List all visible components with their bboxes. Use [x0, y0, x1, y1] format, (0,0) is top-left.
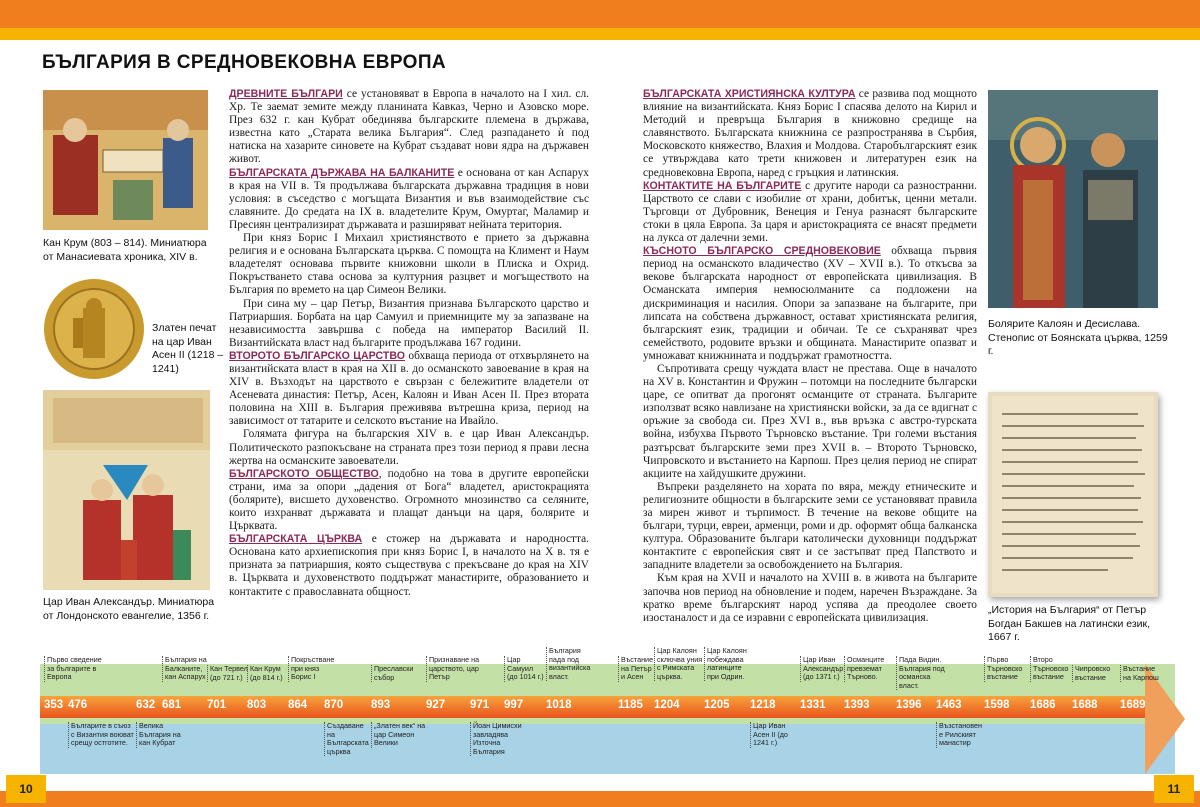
timeline-event: Създаване на Българската църква — [324, 722, 371, 756]
timeline-event: Първо Търновско въстание — [984, 656, 1025, 682]
text-column-left — [229, 88, 589, 599]
paragraph: БЪЛГАРСКОТО ОБЩЕСТВО, подобно на това в другите европейски страни, има за опори „дадения от Бога“ владетел, аристокрацията (болярите), висшето духовенство. Огромното мнозинство са селяните, които изхранват държавата и плащат данъци на царя, болярите и Църквата. — [229, 467, 589, 533]
year-label: 864 — [288, 699, 308, 711]
year-label: 1204 — [654, 699, 680, 711]
section-heading: ДРЕВНИТЕ БЪЛГАРИ — [229, 88, 343, 100]
paragraph: БЪЛГАРСКАТА ДЪРЖАВА НА БАЛКАНИТЕ е основана от кан Аспарух в края на VII в. Тя продължава българската държавна традиция в нови условия: в съседство с могъщата Византия и във взаимодействие със славяните. До средата на IX в. владетелите Крум, Омуртаг, Маламир и Пресиян централизират държавата и разширяват нейната територия. — [229, 166, 589, 231]
boyars-fresco-image — [988, 90, 1158, 308]
timeline-event: Цар Калоян побеждава латинците при Одрин. — [704, 647, 751, 681]
paragraph: Съпротивата срещу чуждата власт не престава. Още в началото на XV в. Константин и Фружин – потомци на последните български царе, се опитват да прогонят османците от страната. Българите използват всяко навлизане на християнски войски, за да се вдигнат с оръжие за свобода си. През XVI в., във връзка с австро-турската война, избухва Първото Търновско въстание. Три големи въстания разтърсват българските земи през XVII в. – Второто Търновско, Чипровското и въстанието на Карпош. През целия период не спират акциите на хайдушките дружини. — [643, 362, 977, 480]
year-label: 1218 — [750, 699, 776, 711]
year-label: 1393 — [844, 699, 870, 711]
year-label: 1463 — [936, 699, 962, 711]
year-label: 1396 — [896, 699, 922, 711]
timeline-event: България на Балканите, кан Аспарух — [162, 656, 207, 682]
ivan-alexander-miniature-image — [43, 390, 210, 590]
timeline-event: Цар Калоян сключва уния с Римската църква. — [654, 647, 703, 681]
year-label: 870 — [324, 699, 344, 711]
golden-seal-image — [43, 278, 145, 380]
timeline-event: Пада Видин. България под османска власт. — [896, 656, 947, 690]
year-label: 681 — [162, 699, 182, 711]
timeline-event: Чипровско въстание — [1072, 665, 1117, 682]
section-heading: БЪЛГАРСКОТО ОБЩЕСТВО — [229, 467, 379, 480]
year-label: 1205 — [704, 699, 730, 711]
year-label: 632 — [136, 699, 156, 711]
paragraph: Голямата фигура на българския XIV в. е цар Иван Александър. Политическото разпокъсване на страната през този период я прави лесна жертва на османските завоеватели. — [229, 428, 589, 467]
timeline-event: Кан Тервел (до 721 г.) — [207, 665, 248, 682]
section-heading: БЪЛГАРСКАТА ДЪРЖАВА НА БАЛКАНИТЕ — [229, 166, 455, 179]
year-label: 1018 — [546, 699, 572, 711]
page-number-left: 10 — [6, 775, 46, 803]
timeline-event: България пада под византийска власт. — [546, 647, 597, 681]
year-label: 927 — [426, 699, 446, 711]
section-heading: БЪЛГАРСКАТА ХРИСТИЯНСКА КУЛТУРА — [643, 88, 856, 100]
year-label: 803 — [247, 699, 267, 711]
timeline-event: Велика България на кан Кубрат — [136, 722, 189, 748]
year-label: 971 — [470, 699, 490, 711]
krum-caption: Кан Крум (803 – 814). Миниатюра от Манасиевата хроника, XIV в. — [43, 237, 207, 263]
ivan-caption: Цар Иван Александър. Миниатюра от Лондонското евангелие, 1356 г. — [43, 596, 215, 622]
timeline-event: Възстановен е Рилският манастир — [936, 722, 983, 748]
year-label: 997 — [504, 699, 524, 711]
year-label: 1688 — [1072, 699, 1098, 711]
bottom-orange-bar — [0, 791, 1200, 807]
year-label: 1686 — [1030, 699, 1056, 711]
text-column-right — [643, 88, 977, 625]
history-caption: „История на България“ от Петър Богдан Бакшев на латински език, 1667 г. — [988, 604, 1151, 643]
year-label: 1331 — [800, 699, 826, 711]
timeline-event: Османците превземат Търново. — [844, 656, 891, 682]
year-label: 1185 — [618, 699, 643, 711]
section-heading: КЪСНОТО БЪЛГАРСКО СРЕДНОВЕКОВИЕ — [643, 245, 881, 258]
timeline-event: Второ Търновско въстание — [1030, 656, 1071, 682]
paragraph: КОНТАКТИТЕ НА БЪЛГАРИТЕ с другите народи са разностранни. Царството се слави с изобилие от храни, добитък, ценни метали. Търговци от Дубровник, Венеция и Генуа разнасят българските стоки в цяла Европа. За царя и аристокрацията се внасят предмети на лукса от далечни земи. — [643, 179, 977, 245]
timeline-event: Въстание на Петър и Асен — [618, 656, 655, 682]
paragraph: Въпреки разделянето на хората по вяра, между етническите и религиозните общности в българските земи се установяват правила за мирен живот и търпимост. В течение на векове общите на българи, турци, евреи, арменци, роми и др. оформят обща балканска култура. Образованите българи католически духовници поддържат контактите с европейския свят и се застъпват пред Папството и западните владетели за освобождението на България. — [643, 480, 977, 572]
timeline-event: Йоан Цимисхи завладява Източна България — [470, 722, 527, 756]
paragraph: БЪЛГАРСКАТА ХРИСТИЯНСКА КУЛТУРА се развива под мощното влияние на византийската. Княз Борис I спасява делото на Кирил и Методий и превръща България в книжовно средище на славянството. Българската книжнина се разпространява в Сърбия, Московското княжество, Влахия и Молдова. Старобългарският език се утвърждава като трети книжовен и литературен език на средновековна Европа, наред с гръцкия и латинския. — [643, 88, 977, 179]
year-label: 1598 — [984, 699, 1010, 711]
top-orange-bar — [0, 0, 1200, 28]
year-label: 893 — [371, 699, 391, 711]
year-label: 1689 — [1120, 699, 1146, 711]
year-label: 701 — [207, 699, 227, 711]
paragraph: ВТОРОТО БЪЛГАРСКО ЦАРСТВО обхваща периода от отхвърлянето на византийската власт в края на XII в. до османското завоевание в края на XIV в. Възходът на царството е свързан с бележитите владетели от Асеневата династия: Петър, Асен, Калоян и Иван Асен II. През втората половина на XIII в. България преживява вътрешна криза, период на зависимост от татарите и селското въстание на Ивайло. — [229, 349, 590, 428]
section-heading: КОНТАКТИТЕ НА БЪЛГАРИТЕ — [643, 179, 802, 192]
timeline-lower-band — [40, 724, 1175, 774]
year-label: 353 — [44, 699, 64, 711]
timeline-event: „Златен век“ на цар Симеон Велики — [371, 722, 430, 748]
krum-miniature-image — [43, 90, 208, 230]
history-manuscript-image — [988, 392, 1158, 597]
timeline-event: Първо сведение за българите в Европа — [44, 656, 102, 682]
section-heading: ВТОРОТО БЪЛГАРСКО ЦАРСТВО — [229, 349, 405, 362]
section-heading: БЪЛГАРСКАТА ЦЪРКВА — [229, 533, 363, 546]
timeline-event: Признаване на царството, цар Петър — [426, 656, 481, 682]
seal-caption: Златен печат на цар Иван Асен II (1218 – 1241) — [152, 322, 224, 375]
top-yellow-bar — [0, 28, 1200, 40]
timeline-event: Цар Иван Александър (до 1371 г.) — [800, 656, 843, 682]
boyars-caption: Болярите Калоян и Десислава. Стенопис от Боянската църква, 1259 г. — [988, 318, 1168, 357]
timeline-event: Кан Крум (до 814 г.) — [247, 665, 288, 682]
timeline-event: Цар Самуил (до 1014 г.) — [504, 656, 545, 682]
timeline-event: Въстание на Карпош — [1120, 665, 1159, 682]
timeline-event: Покръстване при княз Борис I — [288, 656, 331, 682]
timeline — [40, 636, 1200, 776]
paragraph: При княз Борис I Михаил християнството е прието за държавна религия и е основана Българската църква. С помощта на Климент и Наум владетелят основава първите книжовни школи в Плиска и Охрид. Покръстването става основа за културния разцвет и могъществото на България по времето на цар Симеон Велики. — [229, 232, 589, 297]
paragraph: ДРЕВНИТЕ БЪЛГАРИ се установяват в Европа в началото на I хил. сл. Хр. Те заемат земите между планината Кавказ, Черно и Азовско море. През 632 г. кан Кубрат обединява българските племена в държава, известна като „Старата велика България“. След разпадането ѝ под натиска на хазарите синовете на Кубрат създават нови ядра на държавен живот. — [229, 88, 589, 166]
timeline-event: Цар Иван Асен II (до 1241 г.) — [750, 722, 797, 748]
timeline-event: Преславски събор — [371, 665, 414, 682]
page-title: БЪЛГАРИЯ В СРЕДНОВЕКОВНА ЕВРОПА — [42, 52, 447, 73]
year-label: 476 — [68, 699, 88, 711]
paragraph: БЪЛГАРСКАТА ЦЪРКВА е стожер на държавата и народността. Основана като архиепископия при княз Борис I, в началото на X в. тя е призната за патриаршия, която съществува с прекъсване до края на XIV в. Църквата и духовенството поддържат манастирите, образованието и контактите с православната общност. — [229, 533, 589, 598]
paragraph: КЪСНОТО БЪЛГАРСКО СРЕДНОВЕКОВИЕ обхваща първия период на османското владичество (XV – XVII в.). То откъсва за векове българската народност от европейската цивилизация. В Османската империя немюсюлманите са подложени на дискриминация и насилия. Опори за запазване на българите, при липсата на собствена държавност, остават християнската религия, българският език, традиции и обичаи. Те се съхраняват чрез семейството, родовите връзки и общината. Манастирите опазват и умножават книжнината и поддържат грамотността. — [643, 245, 978, 362]
paragraph: При сина му – цар Петър, Византия признава Българското царство и Патриаршия. Борбата на цар Самуил и приемниците му за запазване на независимостта завършва с победа на император Василий II. Византийската власт над българите продължава 167 години. — [229, 297, 589, 349]
timeline-event: Българите в съюз с Византия воюват срещу остготите. — [68, 722, 135, 748]
paragraph: Към края на XVII и началото на XVIII в. в живота на българите започва нов период на обновление и подем, наречен Възраждане. За кратко време българският народ успява да преодолее своето изостаналост и да се изравни с европейската цивилизация. — [643, 572, 977, 624]
page-number-right: 11 — [1154, 775, 1194, 803]
